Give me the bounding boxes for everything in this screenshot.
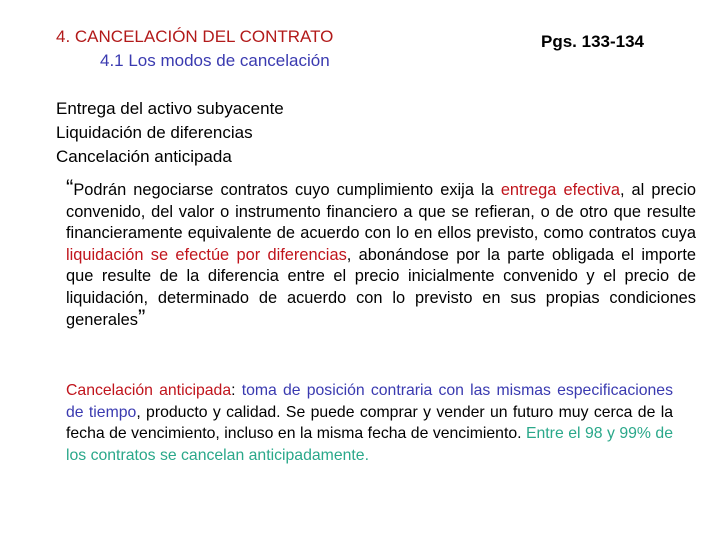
quote-text: , al precio convenido, del valor o instrumento financiero a que se refieran, o de otro que resulte financieramente equivalente de acuerdo con lo en ellos previsto, como contratos cuya (66, 181, 697, 243)
quote-highlight-differences: liquidación se efectúe por diferencias (66, 245, 347, 264)
open-quote-mark: “ (66, 175, 74, 200)
early-text: , producto y calidad. Se puede comprar y vender un futuro muy cerca de la fecha de vencimiento, incluso en la misma fecha de vencimiento. (66, 403, 673, 443)
quote-text: Podrán negociarse contratos cuyo cumplimiento exija la (73, 181, 501, 199)
section-subtitle: 4.1 Los modos de cancelación (100, 51, 330, 70)
mode-item-delivery: Entrega del activo subyacente (56, 99, 284, 118)
page-reference: Pgs. 133-134 (541, 32, 645, 51)
section-title: 4. CANCELACIÓN DEL CONTRATO (56, 27, 334, 46)
quote-highlight-delivery: entrega efectiva (500, 181, 620, 199)
early-highlight-position: toma de posición contraria con las mismas especificaciones de tiempo (66, 382, 673, 421)
quote-text: , abonándose por la parte obligada el importe que resulte de la diferencia entre el precio inicialmente convenido y el precio de liquidación, determinado de acuerdo con lo previsto en sus propias condiciones generales (66, 245, 696, 329)
mode-item-early: Cancelación anticipada (56, 147, 232, 166)
early-text: : (231, 382, 242, 399)
early-cancellation-term: Cancelación anticipada (66, 382, 232, 399)
legal-quote-paragraph (66, 175, 697, 331)
mode-item-differences: Liquidación de diferencias (56, 123, 253, 142)
close-quote-mark: ” (138, 304, 146, 330)
cancellation-modes-list (56, 97, 284, 169)
early-cancellation-paragraph (66, 380, 673, 466)
early-highlight-statistic: Entre el 98 y 99% de los contratos se cancelan anticipadamente. (66, 425, 673, 464)
